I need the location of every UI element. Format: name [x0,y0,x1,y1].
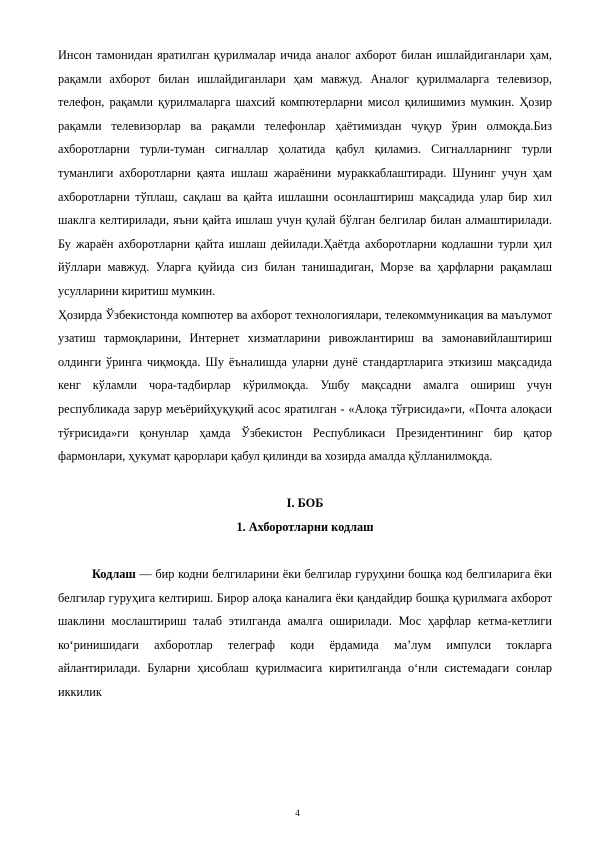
page-number: 4 [295,808,300,818]
definition-text: — бир кодни белгиларини ёки белгилар гуруҳини бошқа код белгиларига ёки белгилар гуруҳига келтириш. Бирор алоқа каналига ёки қандайдир бошқа қурилмага ахборот шаклини мослаштириш талаб этилганда амалга оширилади. Мос ҳарфлар кетма-кетлиги коʻринишидаги ахборотлар телеграф коди ёрдамида маʼлум импулси токларга айлантирилади. Буларни ҳисоблаш қурилмасига киритилганда оʻнли системадаги сонлар иккилик [58,567,552,700]
paragraph-uzbekistan: Ҳозирда Ўзбекистонда компютер ва ахборот технологиялари, телекоммуникация ва маълумот узатиш тармоқларини, Интернет хизматларини ривожлантириш ва замонавийлаштириш олдинги ўринга чиқмоқда. Шу ёъналишда уларни дунё стандартларига эткизиш мақсадида кенг кўламли чора-тадбирлар кўрилмоқда. Ушбу мақсадни амалга ошириш учун республикада зарур меъёрийҳуқуқий асос яратилган - «Алоқа тўғрисида»ги, «Почта алоқаси тўғрисида»ги қонунлар ҳамда Ўзбекистон Республикаси Президентининг бир қатор фармонлари, ҳукумат қарорлари қабул қилинди ва хозирда амалда қўлланилмоқда. [58,307,552,464]
chapter-heading: I. БОБ [286,496,324,511]
paragraph-definition [58,563,552,705]
spacer [58,469,552,493]
document-page [58,44,552,705]
spacer [58,539,552,563]
definition-term: Кодлаш [92,567,136,582]
section-heading: 1. Ахборотларни кодлаш [236,519,374,534]
paragraph-intro: Инсон тамонидан яратилган қурилмалар ичида аналог ахборот билан ишлайдиганлари ҳам, рақамли ахборот билан ишлайдиганлари ҳам мавжуд. Аналог қурилмаларга телевизор, телефон, рақамли қурилмаларга шахсий компютерларни мисол қилишимиз мумкин. Ҳозир рақамли телевизорлар ва рақамли телефонлар ҳаётимиздан чуқур ўрин олмоқда.Биз ахборотларни турли-туман сигналлар ҳолатида қабул қиламиз. Сигналларнинг турли туманлиги ахборотларни қаята ишлаш жараёнини мураккаблаштиради. Шунинг учун ҳам ахборотларни тўплаш, сақлаш ва қайта ишлашни осонлаштириш мақсадида улар бир хил шаклга келтирилади, яъни қайта ишлаш учун қулай бўлган белгилар билан алмаштирилади. Бу жараён ахборотларни қайта ишлаш дейилади.Ҳаётда ахборотларни кодлашни турли ҳил йўллари мавжуд. Уларга қуйида сиз билан танишадиган, Морзе ва ҳарфларни рақамлаш усулларини киритиш мумкин. [58,48,552,298]
